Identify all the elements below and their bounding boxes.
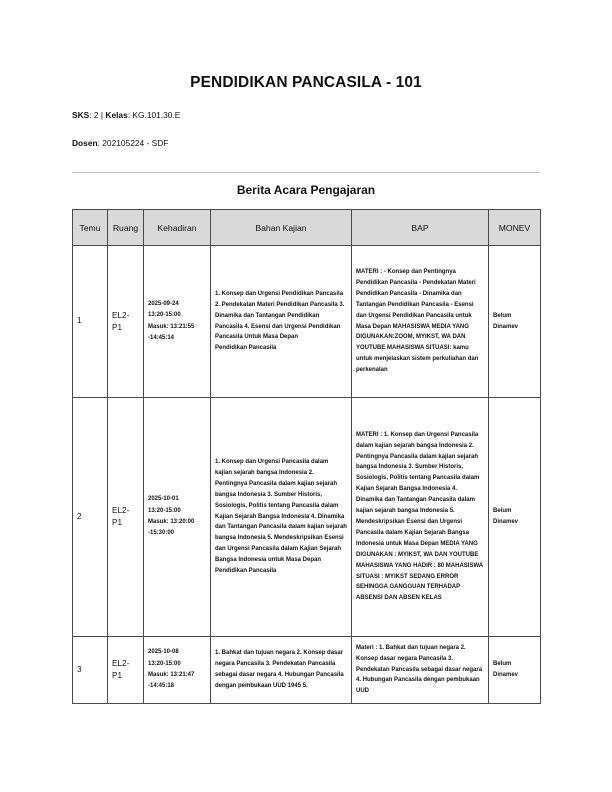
cell-bahan-kajian: 1. Bahkat dan tujuan negara 2. Konsep dasar negara Pancasila 3. Pendekatan Pancasila sebagai dasar negara 4. Hubungan Pancasila dengan pembukaan UUD 1945 5. xyxy=(211,637,352,704)
cell-temu: 2 xyxy=(73,398,108,637)
bap-table xyxy=(72,209,541,704)
table-row xyxy=(73,246,541,398)
cell-bap: Materi : 1. Bahkat dan tujuan negara 2. Konsep dasar negara Pancasila 3. Pendekatan Pancasila sebagai dasar negara 4. Hubungan Pancasila dengan pembukaan UUD xyxy=(352,637,489,704)
cell-ruang: EL2- P1 xyxy=(108,246,144,398)
cell-temu: 1 xyxy=(73,246,108,398)
header-monev: MONEV xyxy=(489,210,541,246)
sks-value: : 2 | xyxy=(89,110,106,120)
header-bahan-kajian: Bahan Kajian xyxy=(211,210,352,246)
dosen-value: : 202105224 - SDF xyxy=(97,138,169,148)
sks-label: SKS xyxy=(72,110,90,120)
cell-temu: 3 xyxy=(73,637,108,704)
cell-kehadiran: 2025-09-24 13:20-15:00 Masuk: 13:21:55 -14:45:14 xyxy=(144,246,211,398)
cell-bap: MATERI : - Konsep dan Pentingnya Pendidikan Pancasila - Pendekatan Materi Pendidikan Pancasila - Dinamika dan Tantangan Pendidikan Pancasila - Esensi dan Urgensi Pendidikan Pancasila untuk Masa Depan MAHASISWA MEDIA YANG DIGUNAKAN:ZOOM, MYIKST, WA DAN YOUTUBE MAHASISWA SITUASI: kamu untuk menjelaskan sistem perkuliahan dan perkenalan xyxy=(352,246,489,398)
cell-monev: Belum Dinamev xyxy=(489,246,541,398)
cell-bap: MATERI : 1. Konsep dan Urgensi Pancasila dalam kajian sejarah bangsa Indonesia 2. Pentingnya Pancasila dalam kajian sejarah bangsa Indonesia 3. Sumber Historis, Sosiologis, Politis tentang Pancasila dalam Kajian Sejarah Bangsa Indonesia 4. Dinamika dan Tantangan Pancasila dalam kajian sejarah bangsa Indonesia 5. Mendeskripsikan Esensi dan Urgensi Pancasila dalam Kajian Sejarah Bangsa Indonesia untuk Masa Depan MEDIA YANG DIGUNAKAN : MYIKST, WA DAN YOUTUBE MAHASISWA YANG HADIR : 80 MAHASISWA SITUASI : MYIKST SEDANG ERROR SEHINGGA GANGGUAN TERHADAP ABSENSI DAN ABSEN KELAS xyxy=(352,398,489,637)
table-header-row xyxy=(73,210,541,246)
table-row xyxy=(73,398,541,637)
cell-ruang: EL2- P1 xyxy=(108,398,144,637)
cell-bahan-kajian: 1. Konsep dan Urgensi Pancasila dalam kajian sejarah bangsa Indonesia 2. Pentingnya Pancasila dalam kajian sejarah bangsa Indonesia 3. Sumber Historis, Sosiologis, Politis tentang Pancasila dalam Kajian Sejarah Bangsa Indonesia 4. Dinamika dan Tantangan Pancasila dalam kajian sejarah bangsa Indonesia 5. Mendeskripsikan Esensi dan Urgensi Pancasila dalam Kajian Sejarah Bangsa Indonesia untuk Masa Depan Pendidikan Pancasila xyxy=(211,398,352,637)
table-row xyxy=(73,637,541,704)
header-kehadiran: Kehadiran xyxy=(144,210,211,246)
lecturer-info xyxy=(72,138,168,148)
kelas-value: : KG.101.30.E xyxy=(127,110,181,120)
dosen-label: Dosen xyxy=(72,138,98,148)
course-info xyxy=(72,110,180,120)
cell-bahan-kajian: 1. Konsep dan Urgensi Pendidikan Pancasila 2. Pendekatan Materi Pendidikan Pancasila 3. Dinamika dan Tantangan Pendidikan Pancasila 4. Esensi dan Urgensi Pendidikan Pancasila Untuk Masa Depan Pendidikan Pancasila xyxy=(211,246,352,398)
header-bap: BAP xyxy=(352,210,489,246)
document-title: PENDIDIKAN PANCASILA - 101 xyxy=(190,74,422,91)
cell-kehadiran: 2025-10-01 13:20-15:00 Masuk: 13:20:00 -15:30:00 xyxy=(144,398,211,637)
divider xyxy=(72,172,540,173)
kelas-label: Kelas xyxy=(105,110,128,120)
cell-monev: Belum Dinamev xyxy=(489,637,541,704)
header-temu: Temu xyxy=(73,210,108,246)
header-ruang: Ruang xyxy=(108,210,144,246)
section-title: Berita Acara Pengajaran xyxy=(236,183,376,197)
cell-kehadiran: 2025-10-08 13:20-15:00 Masuk: 13:21:47 -14:45:18 xyxy=(144,637,211,704)
cell-ruang: EL2- P1 xyxy=(108,637,144,704)
cell-monev: Belum Dinamev xyxy=(489,398,541,637)
